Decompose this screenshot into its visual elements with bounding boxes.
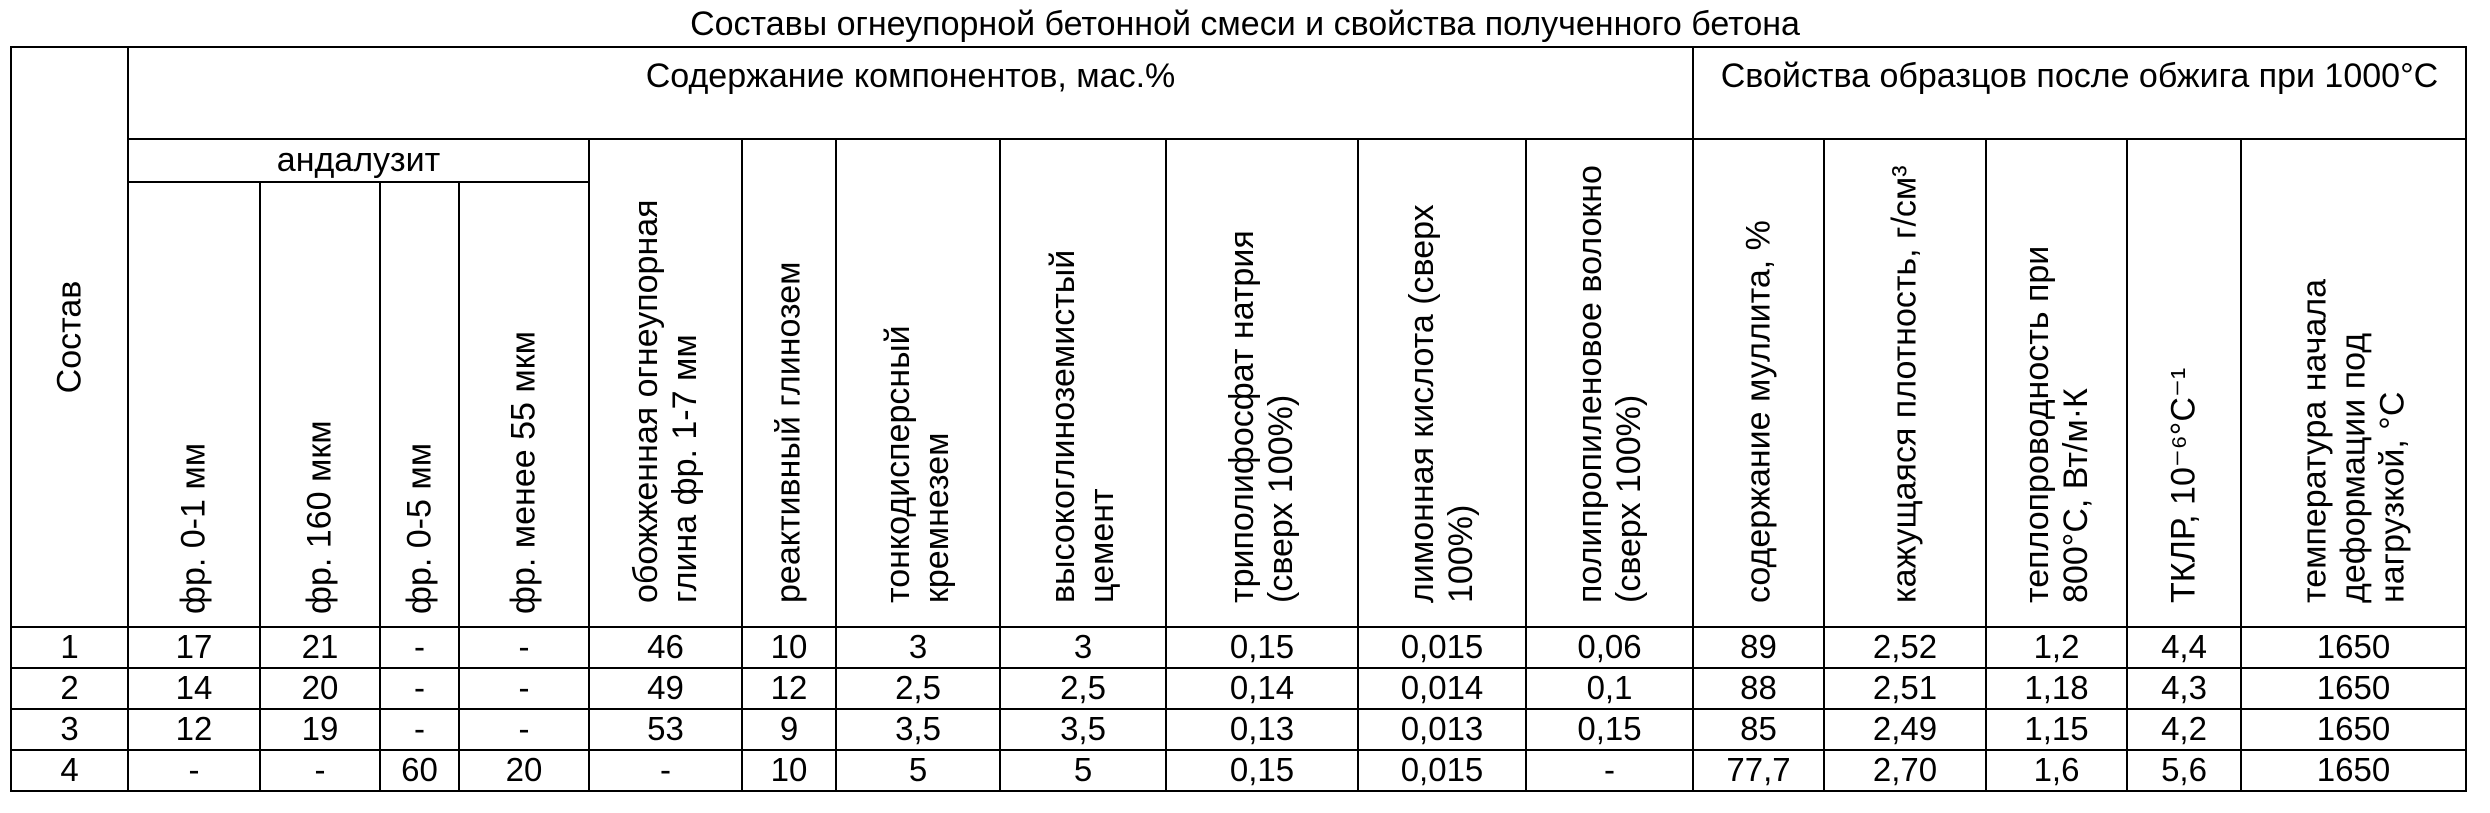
table-cell: - [380, 709, 459, 750]
header-col-4-label: фр. менее 55 мкм [504, 331, 543, 615]
header-sostav [11, 47, 128, 627]
header-col-3-label: фр. 0-5 мм [399, 443, 438, 615]
table-cell: 1,18 [1986, 668, 2127, 709]
table-cell: 49 [589, 668, 742, 709]
table-cell: 2,51 [1824, 668, 1986, 709]
header-col-13-label: кажущаяся плотность, г/см³ [1885, 165, 1924, 603]
table-cell: 60 [380, 750, 459, 791]
table-cell: 1650 [2241, 668, 2466, 709]
table-cell: - [1526, 750, 1693, 791]
table-cell: - [459, 668, 589, 709]
table-cell: 0,013 [1358, 709, 1526, 750]
header-col-15 [2127, 139, 2241, 627]
table-cell: 2,5 [1000, 668, 1166, 709]
table-cell: 9 [742, 709, 836, 750]
header-sostav-label: Состав [49, 280, 88, 394]
header-col-14 [1986, 139, 2127, 627]
table-cell: 4,3 [2127, 668, 2241, 709]
table-cell: 1650 [2241, 709, 2466, 750]
table-cell: 19 [260, 709, 380, 750]
table-cell: 88 [1693, 668, 1824, 709]
table-cell: 21 [260, 627, 380, 668]
header-col-4 [459, 182, 589, 627]
table-cell: 1,15 [1986, 709, 2127, 750]
header-andalusite: андалузит [128, 139, 589, 182]
table-cell: 12 [128, 709, 260, 750]
header-col-7 [836, 139, 1000, 627]
table-cell: 5 [836, 750, 1000, 791]
table-cell: 0,015 [1358, 750, 1526, 791]
table-cell: 4,2 [2127, 709, 2241, 750]
table-cell: 1,6 [1986, 750, 2127, 791]
header-col-9 [1166, 139, 1358, 627]
table-cell: 3 [1000, 627, 1166, 668]
header-col-10 [1358, 139, 1526, 627]
header-col-3 [380, 182, 459, 627]
table-cell: 2,5 [836, 668, 1000, 709]
table-cell: 1,2 [1986, 627, 2127, 668]
table-cell: - [459, 627, 589, 668]
table-row [11, 668, 2466, 709]
table-cell: 2,49 [1824, 709, 1986, 750]
header-col-14-label: теплопроводность при 800°С, Вт/м·К [2017, 245, 2095, 603]
header-col-1-label: фр. 0-1 мм [174, 443, 213, 615]
table-cell: 2,52 [1824, 627, 1986, 668]
table-cell: 0,1 [1526, 668, 1693, 709]
table-cell: 4,4 [2127, 627, 2241, 668]
header-col-5-label: обожженная огнеупорная глина фр. 1-7 мм [626, 199, 704, 603]
table-cell: 0,015 [1358, 627, 1526, 668]
header-col-8-label: высокоглиноземистый цемент [1043, 249, 1121, 603]
header-col-10-label: лимонная кислота (сверх 100%) [1402, 204, 1480, 603]
header-col-1 [128, 182, 260, 627]
table-cell: 20 [260, 668, 380, 709]
table-cell: 0,13 [1166, 709, 1358, 750]
header-col-11-label: полипропиленовое волокно (сверх 100%) [1570, 164, 1648, 603]
table-row [11, 627, 2466, 668]
table-cell: 89 [1693, 627, 1824, 668]
table-cell: 10 [742, 627, 836, 668]
table-caption: Составы огнеупорной бетонной смеси и свойства полученного бетона [690, 5, 1800, 43]
table-cell: 5 [1000, 750, 1166, 791]
header-col-12-label: содержание муллита, % [1738, 220, 1777, 603]
header-col-15-label: ТКЛР, 10⁻⁶°С⁻¹ [2164, 367, 2203, 603]
table-cell: 20 [459, 750, 589, 791]
table-cell: 2,70 [1824, 750, 1986, 791]
table-cell: 3 [836, 627, 1000, 668]
row-number-cell: 2 [11, 668, 128, 709]
table-cell: 77,7 [1693, 750, 1824, 791]
table-cell: - [589, 750, 742, 791]
header-col-2 [260, 182, 380, 627]
composition-table [10, 46, 2467, 792]
table-cell: 85 [1693, 709, 1824, 750]
table-cell: 0,15 [1166, 750, 1358, 791]
table-cell: 46 [589, 627, 742, 668]
header-col-6-label: реактивный глинозем [769, 261, 808, 603]
table-cell: 0,06 [1526, 627, 1693, 668]
header-col-12 [1693, 139, 1824, 627]
header-col-11 [1526, 139, 1693, 627]
table-cell: 14 [128, 668, 260, 709]
table-cell: - [459, 709, 589, 750]
header-group-properties: Свойства образцов после обжига при 1000°С [1693, 47, 2466, 139]
table-cell: - [380, 668, 459, 709]
header-group-components: Содержание компонентов, мас.% [128, 47, 1693, 139]
table-cell: - [260, 750, 380, 791]
row-number-cell: 3 [11, 709, 128, 750]
header-col-16-label: температура начала деформации под нагрузкой, °С [2294, 278, 2412, 603]
table-cell: 0,15 [1166, 627, 1358, 668]
table-cell: 0,14 [1166, 668, 1358, 709]
table-cell: - [128, 750, 260, 791]
table-cell: 5,6 [2127, 750, 2241, 791]
table-cell: 12 [742, 668, 836, 709]
header-col-8 [1000, 139, 1166, 627]
header-col-13 [1824, 139, 1986, 627]
table-cell: 1650 [2241, 750, 2466, 791]
table-cell: - [380, 627, 459, 668]
header-col-5 [589, 139, 742, 627]
table-cell: 1650 [2241, 627, 2466, 668]
header-col-6 [742, 139, 836, 627]
table-cell: 53 [589, 709, 742, 750]
row-number-cell: 4 [11, 750, 128, 791]
header-col-16 [2241, 139, 2466, 627]
table-cell: 0,014 [1358, 668, 1526, 709]
table-cell: 0,15 [1526, 709, 1693, 750]
table-cell: 3,5 [1000, 709, 1166, 750]
table-cell: 10 [742, 750, 836, 791]
row-number-cell: 1 [11, 627, 128, 668]
table-cell: 3,5 [836, 709, 1000, 750]
table-row [11, 750, 2466, 791]
header-col-9-label: триполифосфат натрия (сверх 100%) [1222, 230, 1300, 603]
table-row [11, 709, 2466, 750]
header-col-2-label: фр. 160 мкм [300, 420, 339, 615]
header-col-7-label: тонкодисперсный кремнезем [878, 325, 956, 603]
table-cell: 17 [128, 627, 260, 668]
